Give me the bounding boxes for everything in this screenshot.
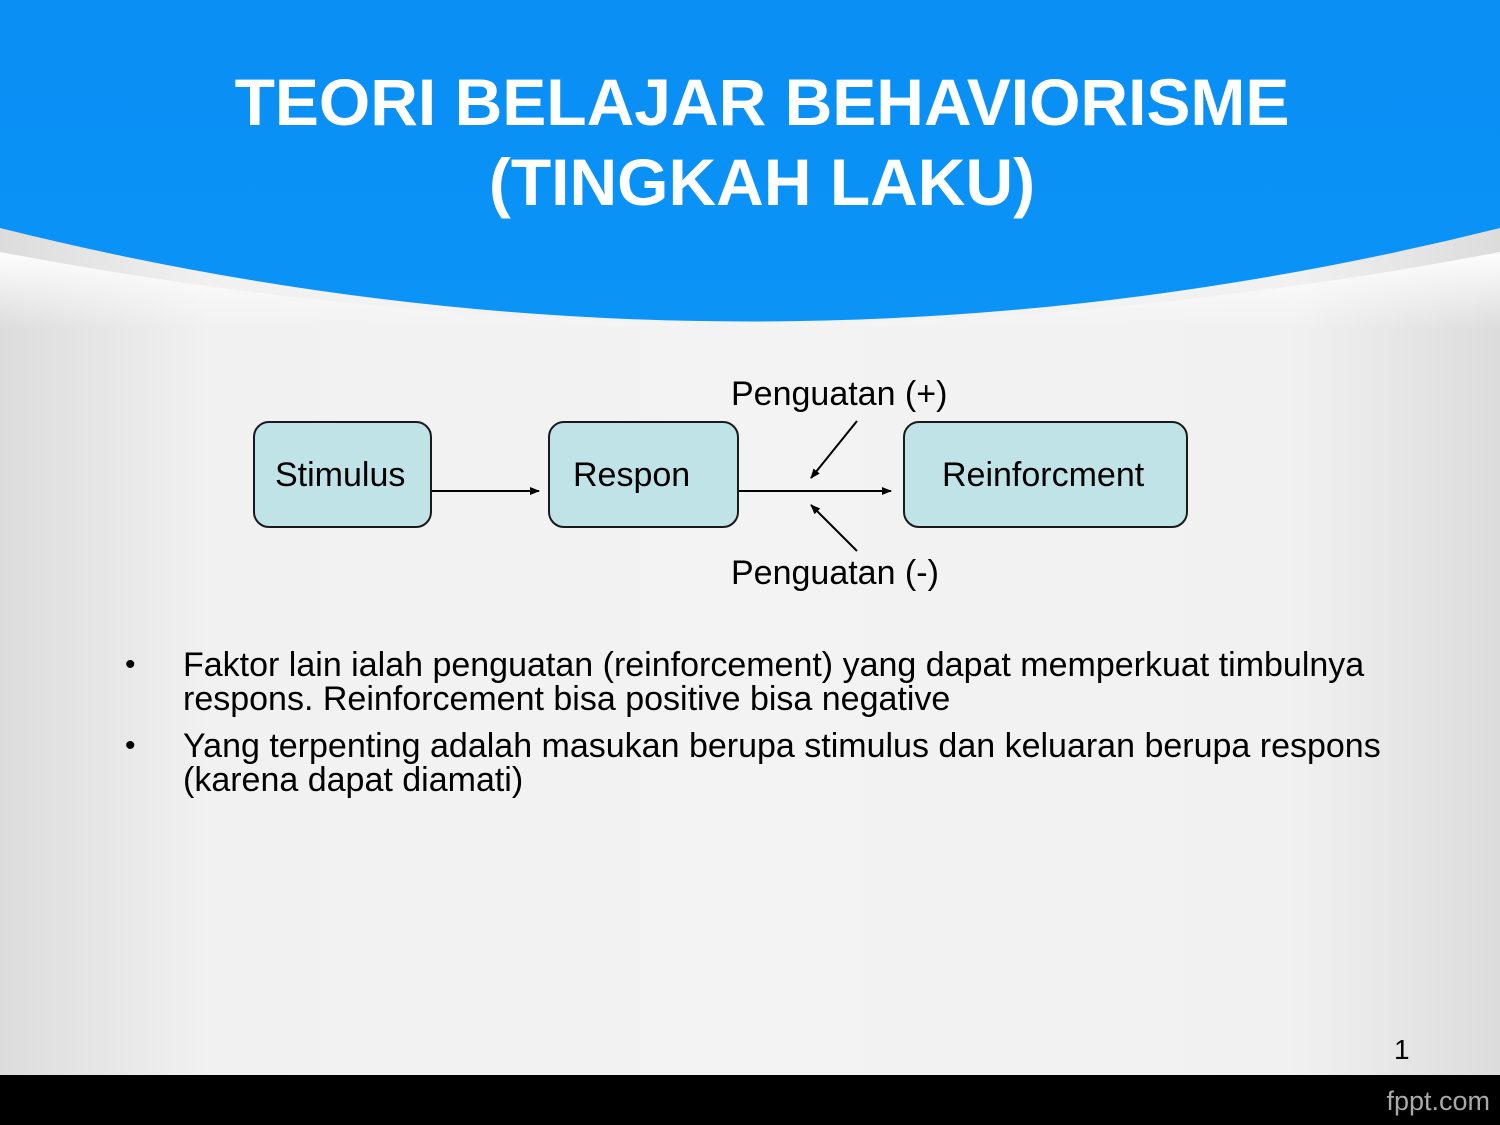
footer-bar	[0, 1075, 1500, 1125]
stimulus-response-diagram	[0, 360, 1500, 610]
slide-title	[0, 62, 1500, 222]
arrow-negative-reinforcement	[811, 505, 857, 551]
label-negative-reinforcement: Penguatan (-)	[731, 554, 939, 592]
bullet-list	[125, 648, 1425, 810]
node-reinforcment-label: Reinforcment	[942, 455, 1145, 494]
bullet-item: • Faktor lain ialah penguatan (reinforcement) yang dapat memperkuat timbulnya respons. Reinforcement bisa positive bisa negative	[125, 648, 1425, 716]
node-respon-label: Respon	[573, 455, 691, 494]
bullet-item: • Yang terpenting adalah masukan berupa stimulus dan keluaran berupa respons (karena dapat diamati)	[125, 729, 1425, 797]
node-reinforcment	[903, 421, 1188, 528]
node-stimulus	[253, 421, 432, 528]
slide-title-line-1: TEORI BELAJAR BEHAVIORISME	[234, 65, 1290, 139]
arrow-positive-reinforcement	[811, 421, 857, 478]
node-respon	[548, 421, 739, 528]
slide-title-line-2: (TINGKAH LAKU)	[488, 145, 1036, 219]
page-number: 1	[1394, 1034, 1410, 1065]
node-stimulus-label: Stimulus	[275, 455, 406, 494]
watermark: fppt.com	[1386, 1086, 1490, 1116]
label-positive-reinforcement: Penguatan (+)	[731, 375, 948, 413]
